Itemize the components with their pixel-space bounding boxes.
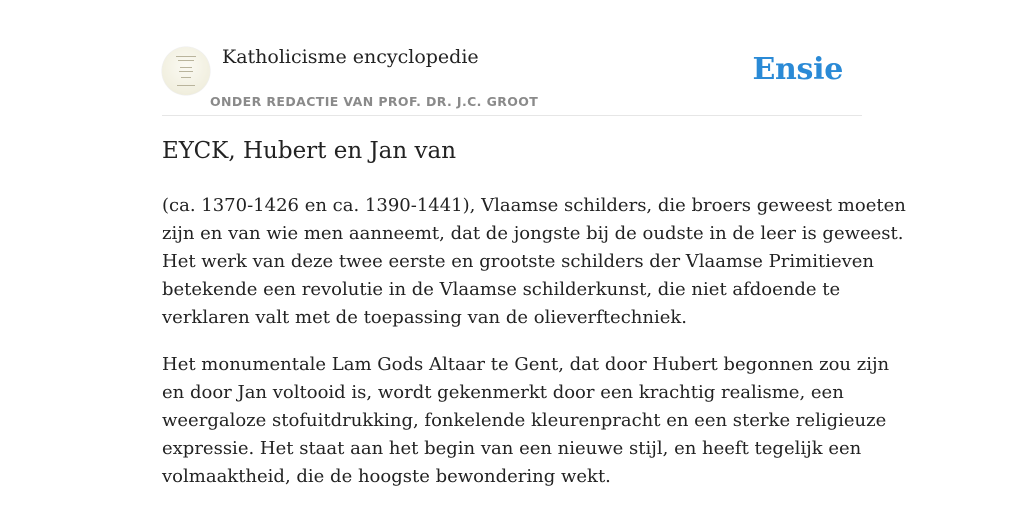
paragraph-line: en door Jan voltooid is, wordt gekenmerkt door een krachtig realisme, een <box>162 382 844 403</box>
article-paragraph <box>162 192 906 332</box>
book-subtitle: ONDER REDACTIE VAN PROF. DR. J.C. GROOT <box>210 94 539 109</box>
book-title[interactable]: Katholicisme encyclopedie <box>222 46 479 68</box>
paragraph-line: Het monumentale Lam Gods Altaar te Gent, dat door Hubert begonnen zou zijn <box>162 354 890 375</box>
paragraph-line: zijn en van wie men aanneemt, dat de jongste bij de oudste in de leer is geweest. <box>162 223 904 244</box>
paragraph-line: volmaaktheid, die de hoogste bewondering wekt. <box>162 466 611 487</box>
paragraph-line: expressie. Het staat aan het begin van een nieuwe stijl, en heeft tegelijk een <box>162 438 862 459</box>
paragraph-line: weergaloze stofuitdrukking, fonkelende kleurenpracht en een sterke religieuze <box>162 410 887 431</box>
article-body <box>162 192 906 510</box>
article-headword: EYCK, Hubert en Jan van <box>162 138 457 164</box>
paragraph-line: betekende een revolutie in de Vlaamse schilderkunst, die niet afdoende te <box>162 279 841 300</box>
ensie-logo[interactable]: Ensie <box>752 52 843 87</box>
article-paragraph <box>162 351 890 491</box>
paragraph-line: (ca. 1370-1426 en ca. 1390-1441), Vlaamse schilders, die broers geweest moeten <box>162 195 906 216</box>
book-cover-icon[interactable] <box>162 47 210 95</box>
paragraph-line: verklaren valt met de toepassing van de olieverftechniek. <box>162 307 688 328</box>
header <box>162 40 862 116</box>
paragraph-line: Het werk van deze twee eerste en grootste schilders der Vlaamse Primitieven <box>162 251 875 272</box>
